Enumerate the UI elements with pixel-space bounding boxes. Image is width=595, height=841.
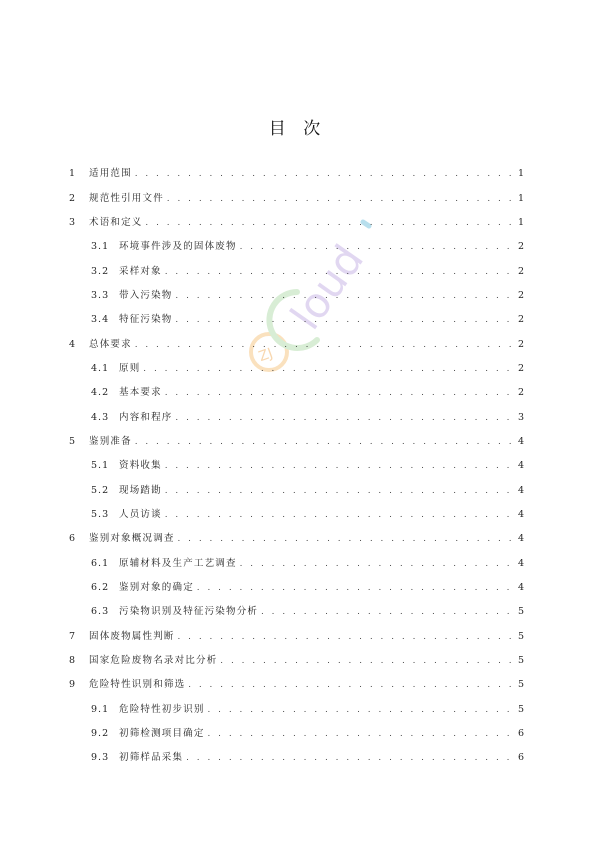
toc-entry-page: 5 <box>517 655 524 667</box>
toc-dot-leader <box>186 752 515 764</box>
toc-entry-page: 4 <box>517 508 524 520</box>
toc-entry[interactable] <box>0 527 595 551</box>
toc-entry-page: 2 <box>517 265 524 277</box>
toc-entry-page: 1 <box>517 192 524 204</box>
toc-entry-number: 1 <box>69 168 77 180</box>
toc-entry-number: 5 <box>69 435 77 447</box>
toc-entry-title: 人员访谈 <box>119 508 162 520</box>
toc-entry-title: 固体废物属性判断 <box>89 630 175 642</box>
svg-text:ZJ: ZJ <box>256 345 275 366</box>
toc-entry-title: 现场踏勘 <box>119 484 162 496</box>
toc-entry-title: 总体要求 <box>89 338 132 350</box>
toc-entry-title: 鉴别对象的确定 <box>119 582 194 594</box>
toc-entry-title: 环境事件涉及的固体废物 <box>119 241 237 253</box>
toc-entry[interactable] <box>0 235 595 259</box>
toc-entry-number: 4.1 <box>91 362 110 374</box>
toc-entry-number: 9.3 <box>91 752 110 764</box>
toc-dot-leader <box>178 533 515 545</box>
toc-entry-number: 3.2 <box>91 265 110 277</box>
toc-entry-page: 4 <box>517 557 524 569</box>
toc-entry-number: 6 <box>69 533 77 545</box>
toc-entry-number: 3 <box>69 216 77 228</box>
toc-dot-leader <box>165 460 515 472</box>
toc-entry[interactable] <box>0 552 595 576</box>
toc-dot-leader <box>176 290 515 302</box>
toc-dot-leader <box>176 314 515 326</box>
toc-entry[interactable] <box>0 746 595 770</box>
toc-entry-number: 6.1 <box>91 557 110 569</box>
toc-dot-leader <box>165 509 515 521</box>
page-title: 目 次 <box>268 119 327 139</box>
toc-entry-number: 3.4 <box>91 314 110 326</box>
toc-dot-leader <box>135 168 515 180</box>
toc-dot-leader <box>178 631 515 643</box>
toc-entry-title: 鉴别准备 <box>89 435 132 447</box>
toc-dot-leader <box>208 728 515 740</box>
toc-entry[interactable] <box>0 600 595 624</box>
toc-entry-number: 2 <box>69 192 77 204</box>
toc-dot-leader <box>176 412 515 424</box>
toc-entry-page: 5 <box>517 630 524 642</box>
toc-entry-title: 原则 <box>119 362 141 374</box>
toc-entry[interactable] <box>0 211 595 235</box>
toc-entry[interactable] <box>0 381 595 405</box>
toc-entry-page: 4 <box>517 460 524 472</box>
toc-dot-leader <box>135 339 515 351</box>
toc-dot-leader <box>188 679 515 691</box>
toc-entry[interactable] <box>0 186 595 210</box>
toc-entry[interactable] <box>0 308 595 332</box>
toc-entry-title: 采样对象 <box>119 265 162 277</box>
toc-entry-title: 鉴别对象概况调查 <box>89 533 175 545</box>
toc-entry[interactable] <box>0 625 595 649</box>
toc-entry-title: 规范性引用文件 <box>89 192 164 204</box>
toc-entry[interactable] <box>0 503 595 527</box>
toc-dot-leader <box>240 558 515 570</box>
toc-entry[interactable] <box>0 673 595 697</box>
toc-entry-title: 带入污染物 <box>119 289 173 301</box>
toc-entry-title: 适用范围 <box>89 168 132 180</box>
toc-dot-leader <box>240 241 515 253</box>
toc-entry[interactable] <box>0 698 595 722</box>
toc-dot-leader <box>143 363 515 375</box>
toc-entry-title: 原辅材料及生产工艺调查 <box>119 557 237 569</box>
toc-entry-number: 3.1 <box>91 241 110 253</box>
toc-entry-page: 2 <box>517 362 524 374</box>
toc-entry-page: 2 <box>517 387 524 399</box>
toc-entry-page: 6 <box>517 728 524 740</box>
toc-entry-page: 1 <box>517 168 524 180</box>
toc-entry-number: 5.1 <box>91 460 110 472</box>
toc-entry-number: 7 <box>69 630 77 642</box>
toc-dot-leader <box>208 704 515 716</box>
toc-entry-page: 4 <box>517 582 524 594</box>
toc-entry-page: 2 <box>517 338 524 350</box>
toc-dot-leader <box>167 193 515 205</box>
toc-entry-title: 危险特性识别和筛选 <box>89 679 186 691</box>
toc-entry-number: 9.2 <box>91 728 110 740</box>
toc-entry-number: 9 <box>69 679 77 691</box>
toc-entry-page: 2 <box>517 241 524 253</box>
toc-entry-page: 1 <box>517 216 524 228</box>
toc-entry-title: 危险特性初步识别 <box>119 703 205 715</box>
toc-entry-page: 5 <box>517 606 524 618</box>
toc-entry-number: 8 <box>69 655 77 667</box>
toc-dot-leader <box>165 485 515 497</box>
toc-entry-page: 4 <box>517 484 524 496</box>
toc-entry[interactable] <box>0 162 595 186</box>
toc-dot-leader <box>135 436 515 448</box>
toc-entry-number: 4.2 <box>91 387 110 399</box>
toc-entry-number: 6.2 <box>91 582 110 594</box>
toc-entry[interactable] <box>0 454 595 478</box>
toc-dot-leader <box>220 655 515 667</box>
toc-entry[interactable] <box>0 405 595 429</box>
toc-entry-title: 基本要求 <box>119 387 162 399</box>
toc-entry[interactable] <box>0 284 595 308</box>
toc-entry-number: 9.1 <box>91 703 110 715</box>
toc-entry[interactable] <box>0 722 595 746</box>
toc-entry-title: 特征污染物 <box>119 314 173 326</box>
toc-entry[interactable] <box>0 478 595 502</box>
toc-entry-number: 5.3 <box>91 508 110 520</box>
toc-entry[interactable] <box>0 649 595 673</box>
toc-entry[interactable] <box>0 357 595 381</box>
toc-entry-title: 资料收集 <box>119 460 162 472</box>
toc-entry[interactable] <box>0 576 595 600</box>
toc-entry-page: 5 <box>517 679 524 691</box>
toc-dot-leader <box>165 387 515 399</box>
toc-dot-leader <box>261 606 515 618</box>
toc-entry-number: 5.2 <box>91 484 110 496</box>
toc-dot-leader <box>146 217 515 229</box>
toc-dot-leader <box>197 582 515 594</box>
toc-entry-number: 4 <box>69 338 77 350</box>
toc-entry-number: 6.3 <box>91 606 110 618</box>
toc-entry-page: 6 <box>517 752 524 764</box>
svg-text:loud: loud <box>280 235 374 339</box>
toc-entry-page: 5 <box>517 703 524 715</box>
toc-entry-title: 初筛检测项目确定 <box>119 728 205 740</box>
toc-entry-title: 国家危险废物名录对比分析 <box>89 655 218 667</box>
toc-entry-page: 2 <box>517 314 524 326</box>
toc-entry-number: 3.3 <box>91 289 110 301</box>
toc-entry-title: 初筛样品采集 <box>119 752 184 764</box>
toc-entry-title: 内容和程序 <box>119 411 173 423</box>
toc-dot-leader <box>165 266 515 278</box>
toc-entry-page: 4 <box>517 435 524 447</box>
table-of-contents <box>0 162 595 771</box>
toc-entry-page: 4 <box>517 533 524 545</box>
toc-entry[interactable] <box>0 259 595 283</box>
toc-entry-page: 3 <box>517 411 524 423</box>
toc-entry-title: 污染物识别及特征污染物分析 <box>119 606 259 618</box>
toc-entry-number: 4.3 <box>91 411 110 423</box>
toc-entry-page: 2 <box>517 289 524 301</box>
toc-entry[interactable] <box>0 332 595 356</box>
toc-entry[interactable] <box>0 430 595 454</box>
toc-entry-title: 术语和定义 <box>89 216 143 228</box>
